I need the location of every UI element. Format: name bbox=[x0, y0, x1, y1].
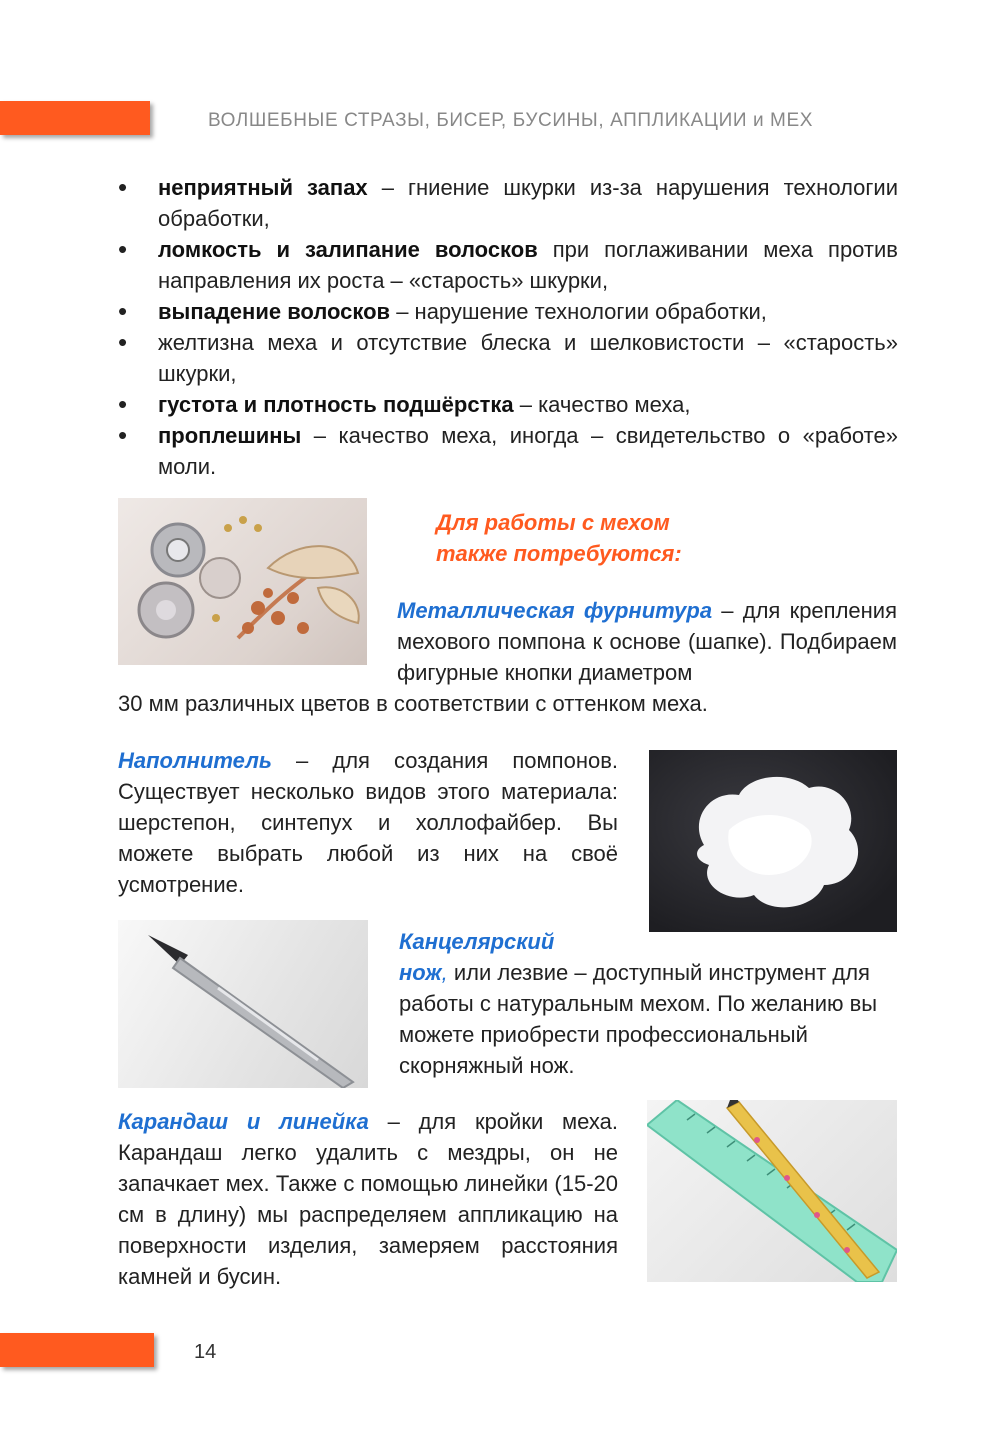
filler-paragraph: Наполнитель – для создания помпонов. Существует несколько видов этого материала: шерстепон, синтепух и холлофайбер. Вы можете выбрать любой из них на своё усмотрение. bbox=[118, 748, 618, 897]
list-item: • проплешины – качество меха, иногда – свидетельство о «работе» моли. bbox=[118, 420, 898, 482]
header-accent-bar bbox=[0, 101, 150, 135]
page-number: 14 bbox=[194, 1341, 217, 1363]
list-item: • выпадение волосков – нарушение технологии обработки, bbox=[118, 296, 898, 327]
list-item: • густота и плотность подшёрстка – качество меха, bbox=[118, 389, 898, 420]
fittings-paragraph-continued: 30 мм различных цветов в соответствии с оттенком меха. bbox=[118, 691, 708, 716]
filler-photo bbox=[649, 750, 897, 932]
footer-accent-bar bbox=[0, 1333, 154, 1367]
pencil-ruler-paragraph: Карандаш и линейка – для кройки меха. Карандаш легко удалить с мездры, он не запачкает мех. Также с помощью линейки (15-20 см в длину) мы распределяем аппликацию на поверхности изделия, замеряем расстояния камней и бусин. bbox=[118, 1109, 618, 1289]
bullet-list bbox=[118, 172, 898, 482]
knife-paragraph: Канцелярский нож, или лезвие – доступный инструмент для работы с натуральным мехом. По желанию вы можете приобрести профессиональный скорняжный нож. bbox=[399, 929, 878, 1078]
list-item: • неприятный запах – гниение шкурки из-за нарушения технологии обработки, bbox=[118, 172, 898, 234]
running-title: ВОЛШЕБНЫЕ СТРАЗЫ, БИСЕР, БУСИНЫ, АППЛИКАЦИИ и МЕХ bbox=[208, 110, 814, 131]
list-item: • ломкость и залипание волосков при поглаживании меха против направления их роста – «старость» шкурки, bbox=[118, 234, 898, 296]
list-item: • желтизна меха и отсутствие блеска и шелковистости – «старость» шкурки, bbox=[118, 327, 898, 389]
craft-knife-photo bbox=[118, 920, 368, 1088]
pencil-ruler-photo bbox=[647, 1100, 897, 1282]
metal-fittings-photo bbox=[118, 498, 367, 665]
section-heading: Для работы с мехом также потребуются: bbox=[436, 510, 682, 566]
fittings-paragraph: Металлическая фурнитура – для крепления мехового помпона к основе (шапке). Подбираем фигурные кнопки диаметром bbox=[397, 598, 897, 685]
